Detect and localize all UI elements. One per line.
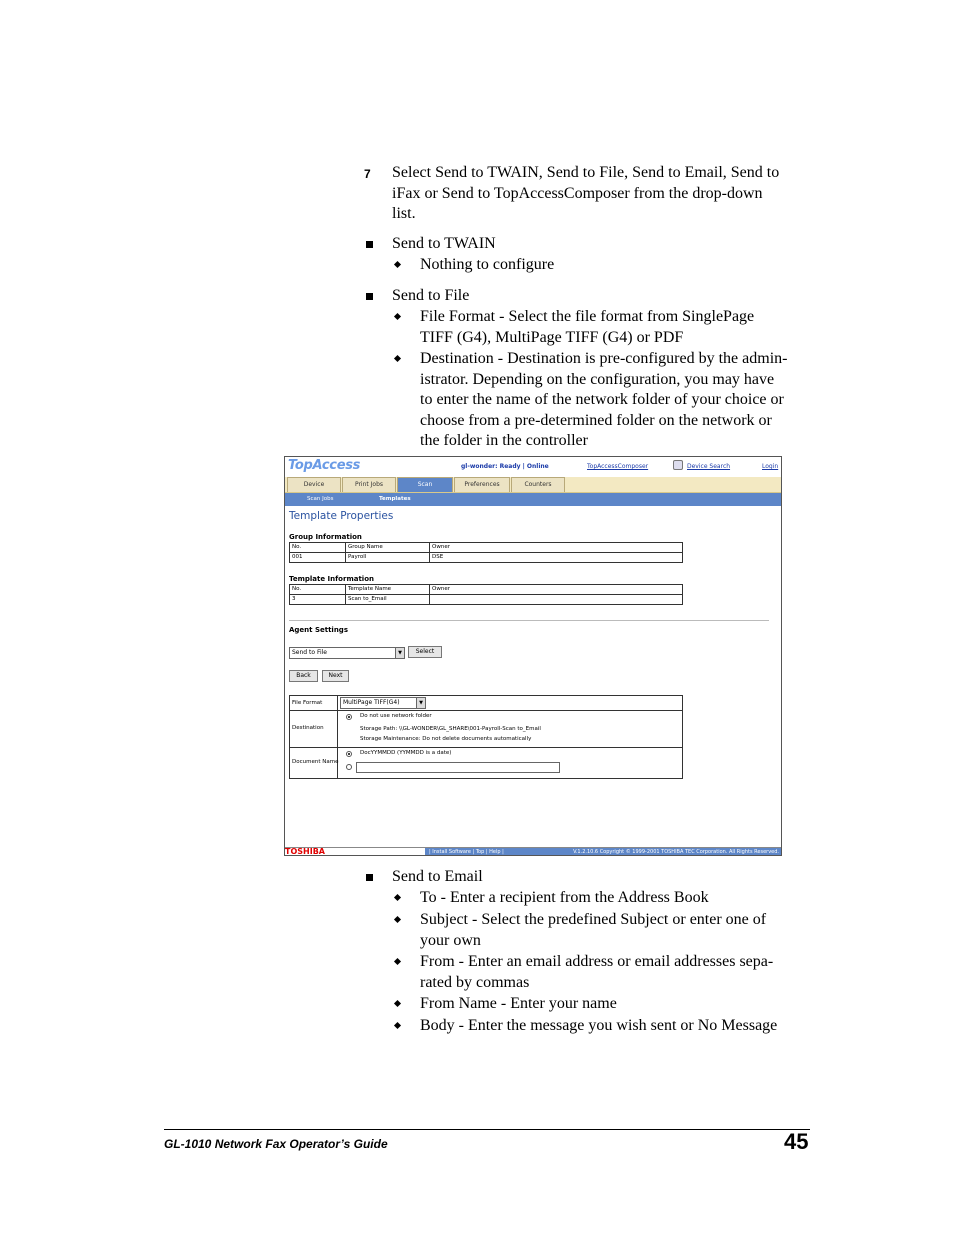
chevron-down-icon: ▼ bbox=[395, 648, 404, 658]
footer-rule bbox=[164, 1129, 810, 1130]
table-cell: Owner bbox=[430, 543, 683, 553]
item-line: From - Enter an email address or email addresses sepa- bbox=[420, 953, 774, 970]
topaccess-screenshot bbox=[284, 456, 782, 856]
step-line: list. bbox=[392, 205, 416, 222]
back-button[interactable]: Back bbox=[289, 670, 318, 682]
document-name-label: Document Name bbox=[292, 759, 339, 765]
doc-name-input[interactable] bbox=[356, 762, 560, 773]
item-line: istrator. Depending on the configuration, you may have bbox=[420, 370, 775, 388]
select-button[interactable]: Select bbox=[408, 646, 442, 658]
doc-radio-custom[interactable] bbox=[346, 764, 352, 770]
login-link[interactable]: Login bbox=[762, 463, 779, 470]
table-cell: Owner bbox=[430, 585, 683, 595]
table-row bbox=[290, 543, 683, 553]
topaccess-footer bbox=[285, 847, 781, 856]
twain-item: Nothing to configure bbox=[420, 256, 555, 273]
template-info-heading: Template Information bbox=[289, 575, 375, 583]
storage-path: Storage Path: \\GL-WONDER\GL_SHARE\001-Payroll-Scan to_Email bbox=[360, 726, 541, 732]
twain-heading: Send to TWAIN bbox=[392, 235, 496, 252]
agent-select[interactable] bbox=[289, 647, 405, 659]
page-number: 45 bbox=[784, 1129, 809, 1154]
diamond-bullet-icon bbox=[394, 355, 401, 362]
square-bullet-icon bbox=[366, 293, 373, 300]
table-cell: Template Name bbox=[346, 585, 430, 595]
file-heading: Send to File bbox=[392, 287, 470, 304]
topaccess-logo: TopAccess bbox=[288, 458, 361, 473]
step-text bbox=[392, 163, 779, 225]
table-cell: Group Name bbox=[346, 543, 430, 553]
column-divider bbox=[337, 696, 338, 778]
email-item-from-name: From Name - Enter your name bbox=[420, 995, 617, 1012]
diamond-bullet-icon bbox=[394, 261, 401, 268]
agent-select-value: Send to File bbox=[292, 649, 327, 656]
table-cell: No. bbox=[290, 543, 346, 553]
template-info-table bbox=[289, 584, 683, 605]
device-search-link[interactable]: Device Search bbox=[687, 463, 731, 470]
file-format-value: MultiPage TIFF(G4) bbox=[343, 699, 400, 706]
item-line: to enter the name of the network folder of your choice or bbox=[420, 391, 784, 408]
table-row bbox=[290, 595, 683, 605]
topaccess-header bbox=[285, 457, 781, 477]
tab-preferences[interactable]: Preferences bbox=[454, 477, 510, 492]
destination-label: Destination bbox=[292, 725, 324, 731]
table-row bbox=[290, 585, 683, 595]
item-line: your own bbox=[420, 931, 481, 949]
table-cell: Scan to_Email bbox=[346, 595, 430, 605]
main-tabs bbox=[285, 477, 781, 493]
email-item-subject bbox=[420, 910, 766, 951]
tab-print-jobs[interactable]: Print Jobs bbox=[342, 477, 396, 492]
item-line: File Format - Select the file format from SinglePage bbox=[420, 308, 755, 325]
tab-scan[interactable]: Scan bbox=[397, 477, 453, 492]
subtab-templates[interactable]: Templates bbox=[379, 496, 411, 502]
email-heading: Send to Email bbox=[392, 868, 483, 885]
item-line: choose from a pre-determined folder on the network or bbox=[420, 411, 772, 429]
toshiba-logo: TOSHIBA bbox=[285, 848, 335, 856]
group-info-table bbox=[289, 542, 683, 563]
step-line: Select Send to TWAIN, Send to File, Send to Email, Send to bbox=[392, 164, 780, 181]
tab-counters[interactable]: Counters bbox=[511, 477, 565, 492]
table-cell: Payroll bbox=[346, 553, 430, 563]
diamond-bullet-icon bbox=[394, 1000, 401, 1007]
doc-option: DocYYMMDD (YYMMDD is a date) bbox=[360, 750, 452, 756]
storage-maintenance: Storage Maintenance: Do not delete documents automatically bbox=[360, 736, 532, 742]
sub-tabs bbox=[285, 493, 781, 506]
table-cell bbox=[430, 595, 683, 605]
group-info-heading: Group Information bbox=[289, 533, 362, 541]
row-divider bbox=[290, 710, 682, 711]
guide-title: GL-1010 Network Fax Operator’s Guide bbox=[164, 1137, 388, 1151]
device-status: gl-wonder: Ready | Online bbox=[461, 463, 549, 470]
item-line: TIFF (G4), MultiPage TIFF (G4) or PDF bbox=[420, 328, 684, 346]
diamond-bullet-icon bbox=[394, 313, 401, 320]
square-bullet-icon bbox=[366, 241, 373, 248]
email-item-from bbox=[420, 952, 773, 993]
diamond-bullet-icon bbox=[394, 958, 401, 965]
footer-strip bbox=[425, 848, 781, 856]
row-divider bbox=[290, 747, 682, 748]
composer-link[interactable]: TopAccessComposer bbox=[587, 463, 649, 470]
doc-radio-default[interactable] bbox=[346, 751, 352, 757]
item-line: the folder in the controller bbox=[420, 432, 588, 449]
diamond-bullet-icon bbox=[394, 916, 401, 923]
table-row bbox=[290, 553, 683, 563]
table-cell: 3 bbox=[290, 595, 346, 605]
settings-table bbox=[289, 695, 683, 779]
email-item-to: To - Enter a recipient from the Address Book bbox=[420, 889, 709, 906]
table-cell: No. bbox=[290, 585, 346, 595]
agent-settings-heading: Agent Settings bbox=[289, 626, 348, 634]
next-button[interactable]: Next bbox=[322, 670, 349, 682]
item-line: Destination - Destination is pre-configured by the admin- bbox=[420, 350, 788, 367]
subtab-scan-jobs[interactable]: Scan Jobs bbox=[307, 496, 334, 502]
table-cell: 001 bbox=[290, 553, 346, 563]
file-item-destination bbox=[420, 349, 787, 452]
file-item-format bbox=[420, 307, 754, 348]
file-format-select[interactable] bbox=[340, 697, 426, 709]
file-format-label: File Format bbox=[292, 700, 323, 706]
diamond-bullet-icon bbox=[394, 894, 401, 901]
dest-option: Do not use network folder bbox=[360, 713, 432, 719]
email-item-body: Body - Enter the message you wish sent or No Message bbox=[420, 1017, 778, 1034]
divider bbox=[289, 620, 769, 621]
step-line: iFax or Send to TopAccessComposer from the drop-down bbox=[392, 184, 763, 202]
device-search-icon[interactable] bbox=[673, 460, 683, 470]
square-bullet-icon bbox=[366, 874, 373, 881]
page-title: Template Properties bbox=[289, 510, 394, 522]
step-number: 7 bbox=[364, 167, 371, 181]
dest-radio[interactable] bbox=[346, 714, 352, 720]
table-cell: DSE bbox=[430, 553, 683, 563]
chevron-down-icon: ▼ bbox=[416, 698, 425, 708]
tab-device[interactable]: Device bbox=[287, 477, 341, 492]
diamond-bullet-icon bbox=[394, 1022, 401, 1029]
item-line: Subject - Select the predefined Subject or enter one of bbox=[420, 911, 767, 928]
copyright: V.1.2.10.6 Copyright © 1999-2001 TOSHIBA TEC Corporation. All Rights Reserved. bbox=[573, 849, 779, 855]
footer-links[interactable]: | Install Software | Top | Help | bbox=[429, 849, 504, 855]
item-line: rated by commas bbox=[420, 973, 530, 991]
